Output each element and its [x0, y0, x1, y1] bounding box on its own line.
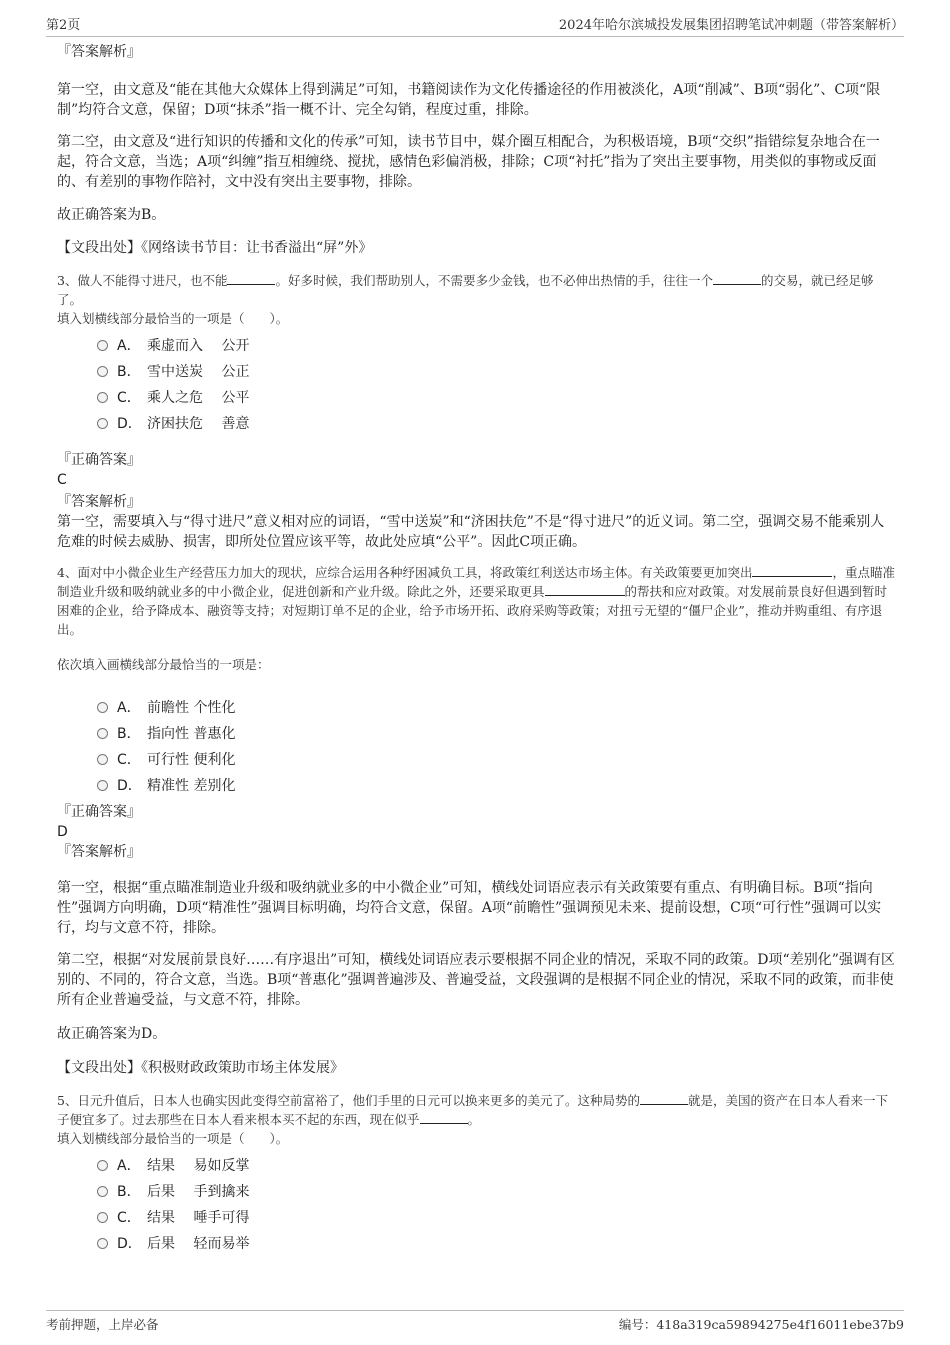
answer-label: 『正确答案』 [57, 804, 141, 820]
blank [420, 1110, 468, 1124]
option-b[interactable]: B． 指向性 普惠化 [97, 720, 895, 746]
blank [713, 271, 761, 285]
correct-answer: C [57, 472, 67, 488]
answer-conclusion: 故正确答案为D。 [57, 1026, 167, 1042]
question-stem: 3、做人不能得寸进尺，也不能 。好多时候，我们帮助别人，不需要多少金钱，也不必伸出热情的手，往往一个 的交易，就已经足够了。 [57, 273, 874, 307]
option-c[interactable]: C． 可行性 便利化 [97, 746, 895, 772]
page-header [46, 14, 904, 37]
option-a[interactable]: A． 乘虚而入 公开 [97, 332, 895, 358]
option-c[interactable]: C． 乘人之危 公平 [97, 384, 895, 410]
radio-button-icon[interactable] [97, 1212, 108, 1223]
question-prompt: 依次填入画横线部分最恰当的一项是： [57, 657, 270, 672]
radio-button-icon[interactable] [97, 340, 108, 351]
option-b[interactable]: B． 后果 手到擒来 [97, 1178, 895, 1204]
option-a[interactable]: A． 前瞻性 个性化 [97, 694, 895, 720]
footer-slogan: 考前押题，上岸必备 [46, 1317, 159, 1332]
blank [752, 563, 832, 577]
question-prompt: 填入划横线部分最恰当的一项是（ ）。 [57, 1131, 289, 1146]
question-4 [57, 563, 895, 1078]
question-5 [57, 1091, 895, 1256]
option-b[interactable]: B． 雪中送炭 公正 [97, 358, 895, 384]
radio-button-icon[interactable] [97, 754, 108, 765]
option-list [97, 1152, 895, 1256]
analysis-paragraph: 第二空，由文意及“进行知识的传播和文化的传承”可知，读书节目中，媒介圈互相配合，为积极语境，B项“交织”指错综复杂地合在一起，符合文意，当选；A项“纠缠”指互相缠绕、搅扰，感情色彩偏消极，排除；C项“衬托”指为了突出主要事物，用类似的事物或反面的、有差别的事物作陪衬，文中没有突出主要事物，排除。 [57, 134, 880, 190]
question-3 [57, 271, 895, 552]
blank [227, 271, 275, 285]
radio-button-icon[interactable] [97, 392, 108, 403]
page-footer [46, 1310, 904, 1333]
radio-button-icon[interactable] [97, 1186, 108, 1197]
question-prompt: 填入划横线部分最恰当的一项是（ ）。 [57, 311, 289, 326]
option-d[interactable]: D． 后果 轻而易举 [97, 1230, 895, 1256]
source-citation: 【文段出处】《积极财政政策助市场主体发展》 [57, 1060, 344, 1076]
document-title: 2024年哈尔滨城投发展集团招聘笔试冲刺题（带答案解析） [558, 18, 904, 33]
correct-answer: D [57, 824, 68, 840]
analysis-paragraph: 第一空，根据“重点瞄准制造业升级和吸纳就业多的中小微企业”可知，横线处词语应表示有关政策要有重点、有明确目标。B项“指向性”强调方向明确，D项“精准性”强调目标明确，均符合文意，保留。A项“前瞻性”强调预见未来、提前设想，C项“可行性”强调可以实行，均与文意不符，排除。 [57, 880, 882, 936]
radio-button-icon[interactable] [97, 1238, 108, 1249]
answer-conclusion: 故正确答案为B。 [57, 207, 166, 223]
option-a[interactable]: A． 结果 易如反掌 [97, 1152, 895, 1178]
radio-button-icon[interactable] [97, 728, 108, 739]
analysis-label: 『答案解析』 [57, 494, 141, 510]
question-stem: 4、面对中小微企业生产经营压力加大的现状，应综合运用各种纾困减负工具，将政策红利送达市场主体。有关政策要更加突出 ，重点瞄准制造业升级和吸纳就业多的中小微企业，促进创新和产业升级。除此之外，还要采取更具 的帮扶和应对政策。对发展前景良好但遇到暂时困难的企业，给予降成本、融资等支持；对短期订单不足的企业，给予市场开拓、政府采购等政策；对扭亏无望的“僵尸企业”，推动并购重组、有序退出。 [57, 565, 895, 637]
analysis-paragraph: 第一空，由文意及“能在其他大众媒体上得到满足”可知，书籍阅读作为文化传播途径的作用被淡化，A项“削减”、B项“弱化”、C项“限制”均符合文意，保留；D项“抹杀”指一概不计、完全勾销，程度过重，排除。 [57, 82, 881, 118]
analysis-paragraph: 第一空，需要填入与“得寸进尺”意义相对应的词语，“雪中送炭”和“济困扶危”不是“得寸进尺”的近义词。第二空，强调交易不能乘别人危难的时候去威胁、损害，即所处位置应该平等，故此处应填“公平”。因此C项正确。 [57, 514, 885, 550]
radio-button-icon[interactable] [97, 780, 108, 791]
radio-button-icon[interactable] [97, 702, 108, 713]
document-code: 编号：418a319ca59894275e4f16011ebe37b9 [618, 1317, 904, 1332]
option-list [97, 694, 895, 798]
radio-button-icon[interactable] [97, 418, 108, 429]
option-d[interactable]: D． 济困扶危 善意 [97, 410, 895, 436]
question-stem: 5、日元升值后，日本人也确实因此变得空前富裕了，他们手里的日元可以换来更多的美元了。这种局势的 就是，美国的资产在日本人看来一下子便宜多了。过去那些在日本人看来根本买不起的东西，现在似乎 。 [57, 1093, 888, 1127]
answer-label: 『正确答案』 [57, 452, 141, 468]
page-number: 第2页 [46, 18, 81, 33]
blank [545, 582, 625, 596]
option-d[interactable]: D． 精准性 差别化 [97, 772, 895, 798]
page-content [57, 42, 895, 1256]
radio-button-icon[interactable] [97, 1160, 108, 1171]
radio-button-icon[interactable] [97, 366, 108, 377]
analysis-label: 『答案解析』 [57, 44, 141, 60]
analysis-paragraph: 第二空，根据“对发展前景良好……有序退出”可知，横线处词语应表示要根据不同企业的情况，采取不同的政策。D项“差别化”强调有区别的、不同的，符合文意，当选。B项“普惠化”强调普遍涉及、普遍受益，文段强调的是根据不同企业的情况，采取不同的政策，而非使所有企业普遍受益，与文意不符，排除。 [57, 952, 895, 1008]
source-citation: 【文段出处】《网络读书节目：让书香溢出“屏”外》 [57, 240, 373, 256]
option-c[interactable]: C． 结果 唾手可得 [97, 1204, 895, 1230]
option-list [97, 332, 895, 436]
analysis-label: 『答案解析』 [57, 844, 141, 860]
blank [640, 1091, 688, 1105]
q2-analysis [57, 42, 895, 258]
